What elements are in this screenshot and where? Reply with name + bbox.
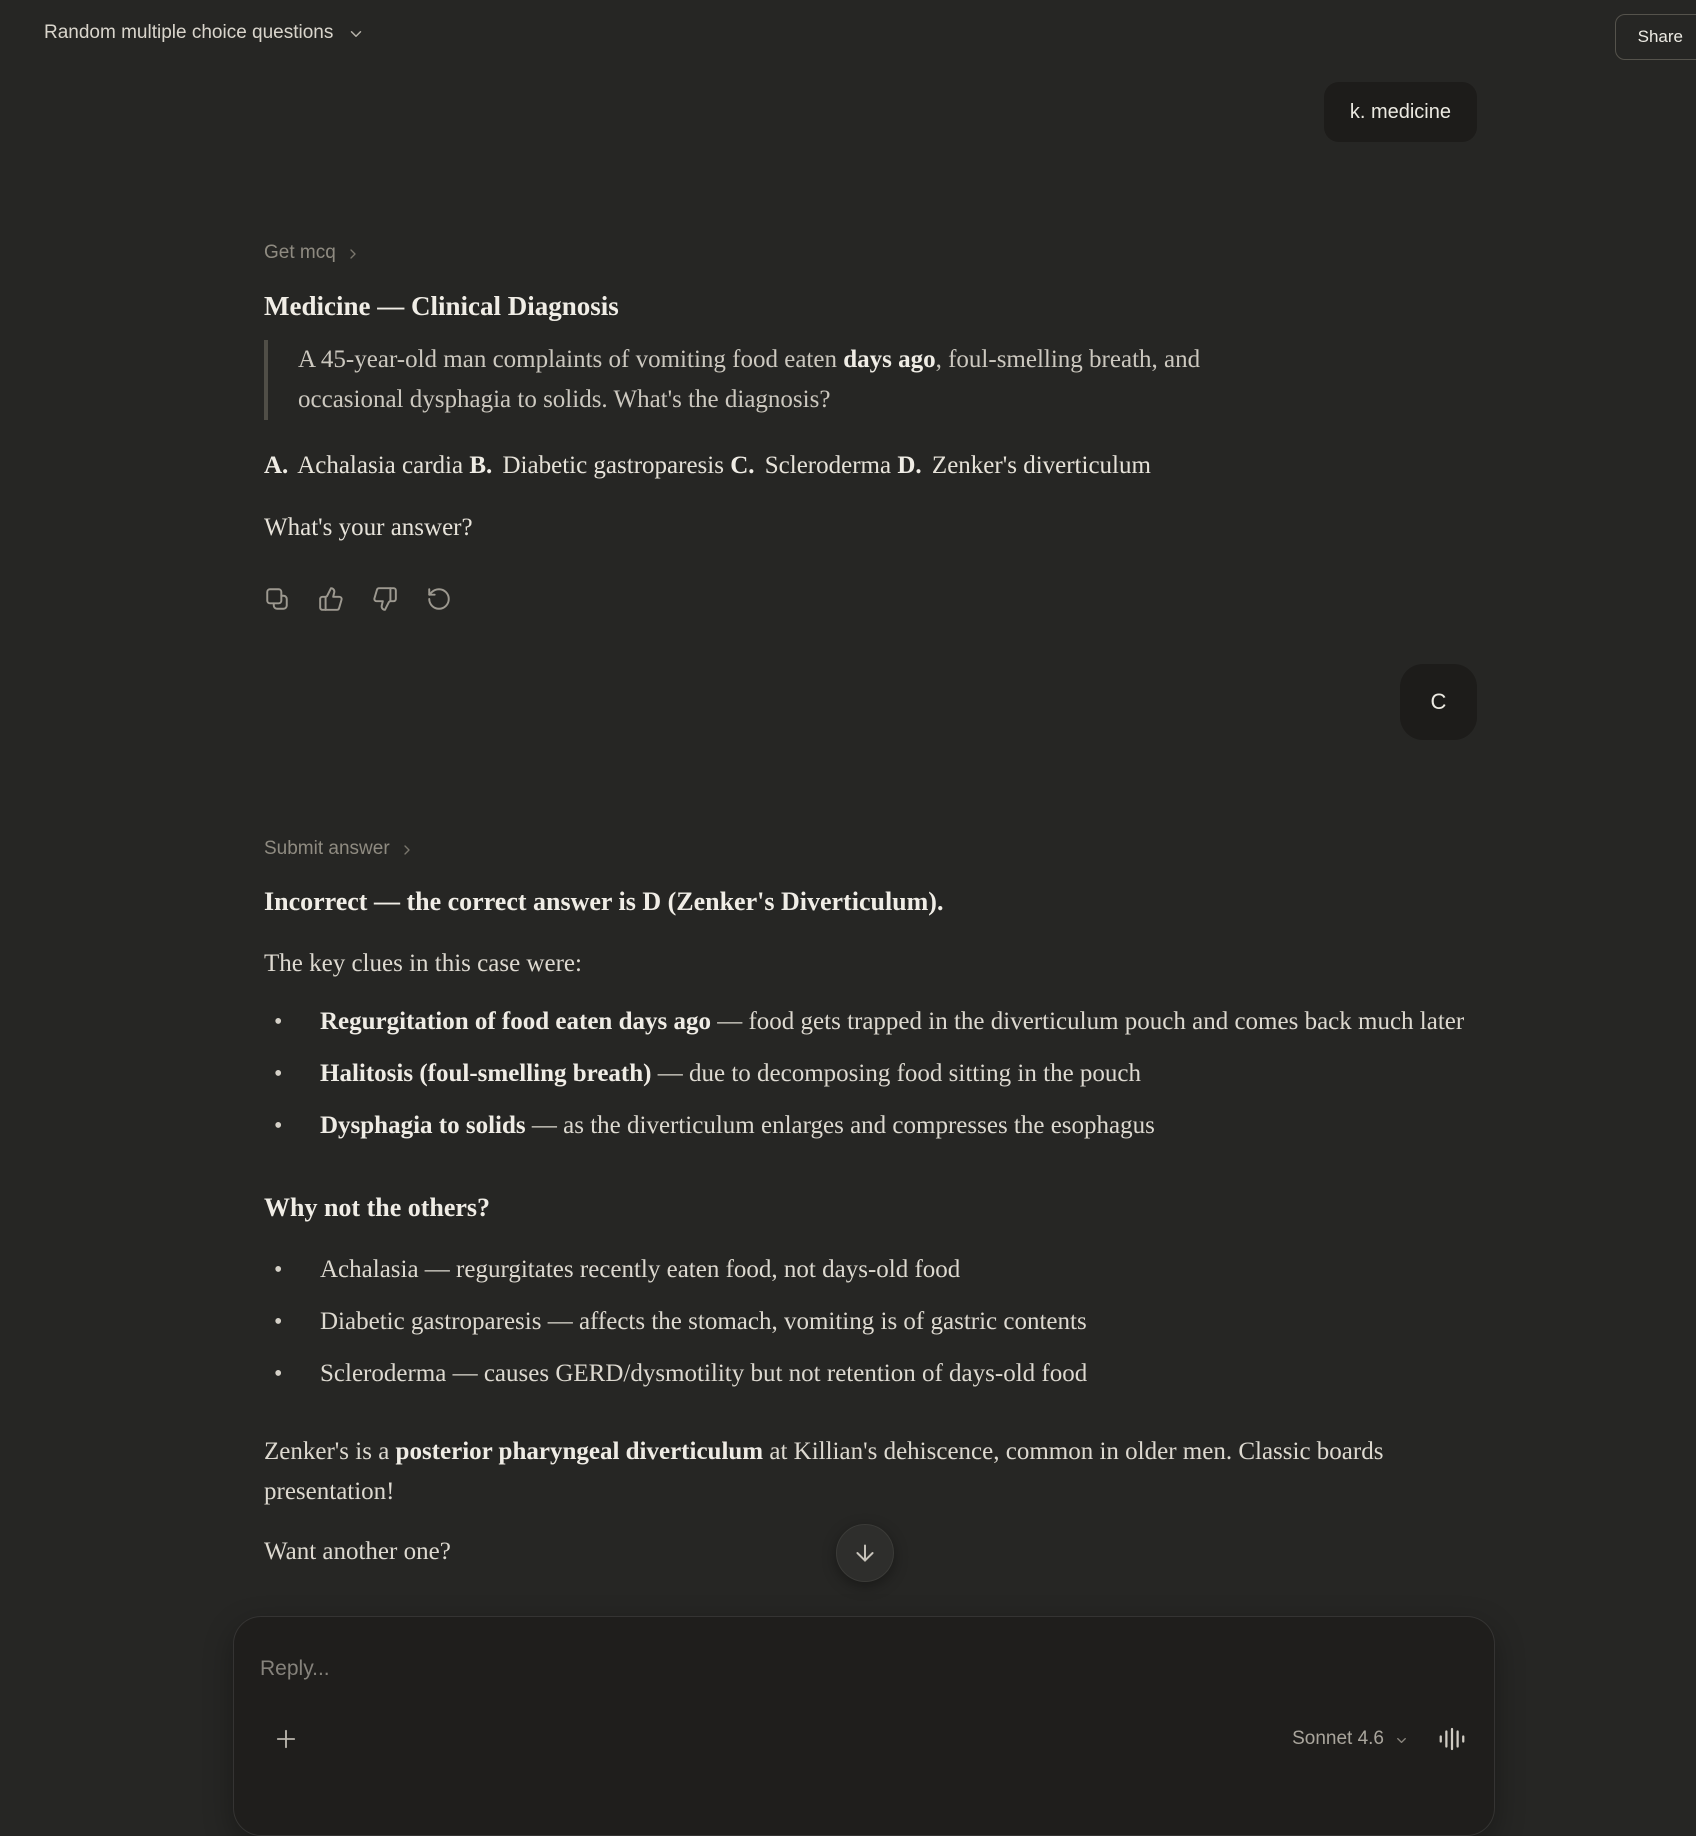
message-actions xyxy=(264,586,1477,612)
clues-intro: The key clues in this case were: xyxy=(264,950,582,977)
clue-rest: — food gets trapped in the diverticulum pouch and comes back much later xyxy=(710,1008,1465,1035)
scroll-to-bottom-button[interactable] xyxy=(836,1524,894,1582)
why-not-list xyxy=(264,1250,1477,1394)
option-letter-b: B. xyxy=(469,452,493,479)
case-text-post: , foul-smelling breath, and occasional dysphagia to solids. What's the diagnosis? xyxy=(298,346,1201,413)
assistant-message-result xyxy=(264,836,1477,1572)
answer-prompt: What's your answer? xyxy=(264,514,473,541)
option-letter-d: D. xyxy=(897,452,922,479)
key-clues-list xyxy=(264,1002,1477,1146)
thumbs-up-icon xyxy=(318,586,344,612)
thumbs-up-button[interactable] xyxy=(318,586,344,612)
clue-rest: — as the diverticulum enlarges and compresses the esophagus xyxy=(525,1112,1155,1139)
summary-pre: Zenker's is a xyxy=(264,1438,396,1465)
chevron-down-icon xyxy=(1394,1733,1409,1748)
list-item: • Diabetic gastroparesis — affects the stomach, vomiting is of gastric contents xyxy=(264,1302,1477,1342)
tool-call-label: Get mcq xyxy=(264,242,336,263)
option-text-b: Diabetic gastroparesis xyxy=(502,452,724,479)
thumbs-down-button[interactable] xyxy=(372,586,398,612)
model-selector[interactable] xyxy=(1292,1728,1409,1750)
user-message: k. medicine xyxy=(1324,82,1477,142)
option-text-c: Scleroderma xyxy=(764,452,892,479)
tool-call-get-mcq[interactable] xyxy=(264,240,361,266)
conversation-title-menu[interactable] xyxy=(44,22,365,44)
option-letter-a: A. xyxy=(264,452,289,479)
retry-icon xyxy=(426,586,452,612)
thumbs-down-icon xyxy=(372,586,398,612)
case-text-bold: days ago xyxy=(843,346,936,373)
clue-rest: — due to decomposing food sitting in the pouch xyxy=(651,1060,1142,1087)
chevron-down-icon xyxy=(347,25,365,43)
list-item: • Scleroderma — causes GERD/dysmotility but not retention of days-old food xyxy=(264,1354,1477,1394)
dictation-waveform-icon xyxy=(1437,1724,1467,1754)
list-item xyxy=(264,1002,1477,1042)
copy-icon xyxy=(264,586,290,612)
case-text-pre: A 45-year-old man complaints of vomiting food eaten xyxy=(298,346,844,373)
user-message-row xyxy=(264,82,1477,142)
user-message-row xyxy=(264,664,1477,740)
dictation-button[interactable] xyxy=(1433,1720,1471,1758)
mcq-heading: Medicine — Clinical Diagnosis xyxy=(264,291,619,321)
attach-button[interactable] xyxy=(266,1719,306,1759)
tool-call-submit-answer[interactable] xyxy=(264,836,415,862)
composer-right-controls xyxy=(1292,1720,1471,1758)
clue-bold: Halitosis (foul-smelling breath) xyxy=(320,1060,652,1087)
conversation-title: Random multiple choice questions xyxy=(44,22,334,43)
copy-button[interactable] xyxy=(264,586,290,612)
arrow-down-icon xyxy=(852,1540,878,1566)
retry-button[interactable] xyxy=(426,586,452,612)
chevron-right-icon xyxy=(345,246,361,262)
tool-call-label: Submit answer xyxy=(264,838,390,859)
list-item xyxy=(264,1054,1477,1094)
reply-composer xyxy=(233,1616,1495,1836)
option-text-d: Zenker's diverticulum xyxy=(931,452,1151,479)
list-item xyxy=(264,1106,1477,1146)
summary-paragraph xyxy=(264,1432,1394,1512)
share-button[interactable] xyxy=(1615,14,1696,60)
why-not-heading: Why not the others? xyxy=(264,1193,491,1222)
summary-bold: posterior pharyngeal diverticulum xyxy=(395,1438,764,1465)
composer-toolbar xyxy=(260,1719,1471,1759)
user-message: C xyxy=(1400,664,1477,740)
assistant-message-mcq xyxy=(264,240,1477,612)
clue-bold: Regurgitation of food eaten days ago xyxy=(320,1008,711,1035)
option-letter-c: C. xyxy=(730,452,755,479)
model-name: Sonnet 4.6 xyxy=(1292,1728,1384,1749)
followup-question: Want another one? xyxy=(264,1538,451,1565)
clue-bold: Dysphagia to solids xyxy=(320,1112,526,1139)
verdict-text: Incorrect — the correct answer is D (Zenker's Diverticulum). xyxy=(264,887,944,916)
chevron-right-icon xyxy=(399,842,415,858)
case-blockquote xyxy=(264,340,1304,420)
plus-icon xyxy=(272,1725,300,1753)
list-item: • Achalasia — regurgitates recently eaten food, not days-old food xyxy=(264,1250,1477,1290)
chat-header xyxy=(0,0,1696,76)
summary-post: at Killian's dehiscence, common in older men. Classic boards presentation! xyxy=(264,1438,1384,1505)
option-text-a: Achalasia cardia xyxy=(297,452,464,479)
share-button-label: Share xyxy=(1637,27,1683,46)
reply-input[interactable] xyxy=(260,1657,1468,1701)
answer-options xyxy=(264,446,1477,486)
chat-transcript xyxy=(264,0,1477,1572)
